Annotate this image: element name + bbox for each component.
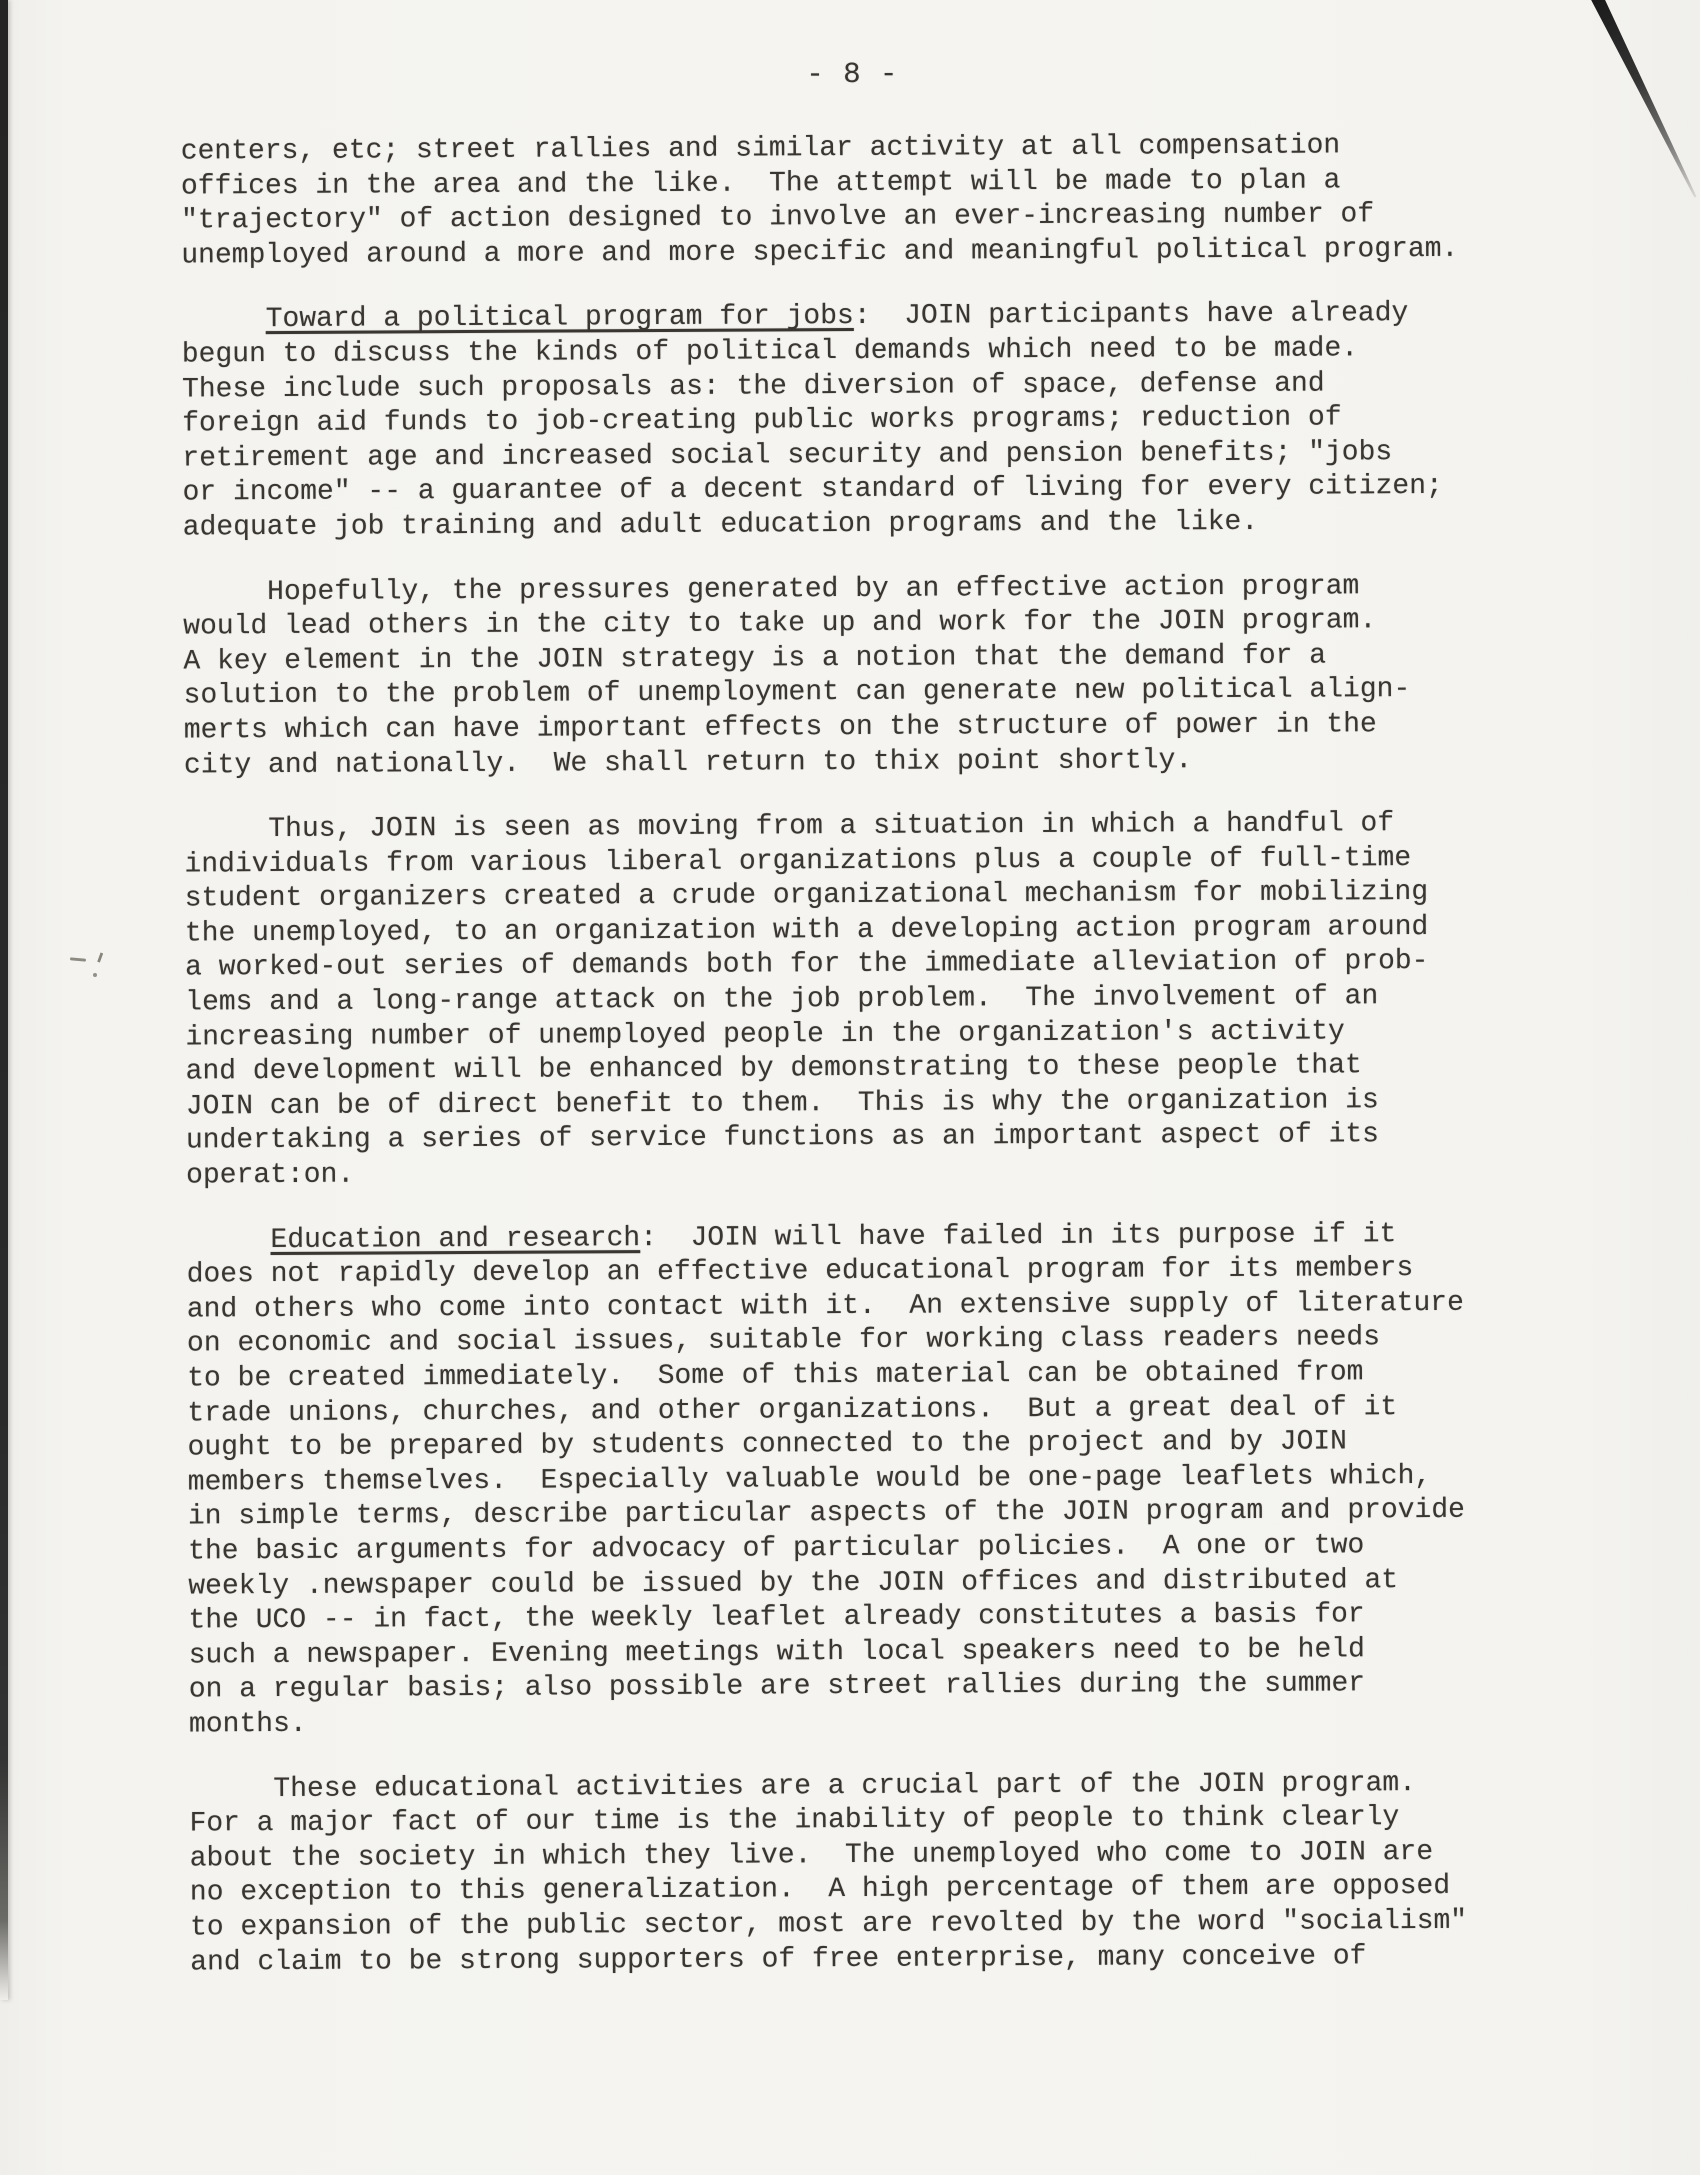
corner-streak-artifact	[1577, 0, 1700, 204]
hopefully-paragraph	[183, 569, 1584, 784]
paragraph-first-line	[182, 297, 1582, 339]
paragraph-text: These educational activities are a crucial part of the JOIN program. For a major fact of our time is the inability of people to think clearly about the society in which they live. The unemployed who come to JOIN are no exception to this generalization. A high percentage of them are opposed to expansion of the public sector, most are revolted by the word "socialism" and claim to be strong supporters of free enterprise, many conceive of	[189, 1767, 1468, 1978]
pencil-mark	[89, 949, 104, 963]
section-heading-education-research: Education and research	[270, 1222, 641, 1256]
education-research-paragraph	[186, 1217, 1589, 1743]
scan-edge-artifact	[0, 0, 8, 2000]
continuation-paragraph	[181, 128, 1582, 274]
pencil-mark	[70, 957, 86, 961]
pencil-mark	[93, 973, 97, 977]
paragraph-text: Thus, JOIN is seen as moving from a situation in which a handful of individuals from various liberal organizations plus a couple of full-time student organizers created a crude organizational mechanism for mobilizing the unemployed, to an organization with a developing action program around a worked-out series of demands both for the immediate alleviation of prob- lems and a long-range attack on the job problem. The involvement of an increasing number of unemployed people in the organization's activity and development will be enhanced by demonstrating to these people that JOIN can be of direct benefit to them. This is why the organization is undertaking a series of service functions as an important aspect of its operat:on.	[184, 808, 1429, 1192]
section-heading-political-program: Toward a political program for jobs	[265, 301, 854, 336]
paragraph-indent	[182, 304, 266, 335]
paragraph-text: centers, etc; street rallies and similar activity at all compensation offices in the area and the like. The attempt will be made to plan a "trajectory" of action designed to involve an ever-increasing number of unemployed around a more and more specific and meaningful political program.	[180, 130, 1459, 272]
document-body	[181, 128, 1591, 2010]
page-number: - 8 -	[806, 57, 899, 92]
paragraph-text: does not rapidly develop an effective educational program for its members and others who come into contact with it. An extensive supply of literature on economic and social issues, suitable for working class readers needs to be created immediately. Some of this material can be obtained from trade unions, churches, and other organizations. But a great deal of it ought to be prepared by students connected to the project and by JOIN members themselves. Especially valuable would be one-page leaflets which, in simple terms, describe particular aspects of the JOIN program and provide the basic arguments for advocacy of particular policies. A one or two weekly .newspaper could be issued by the JOIN offices and distributed at the UCO -- in fact, the weekly leaflet already constitutes a basis for such a newspaper. Evening meetings with local speakers need to be held on a regular basis; also possible are street rallies during the summer months.	[186, 1253, 1466, 1741]
heading-continuation-text: : JOIN participants have already	[853, 298, 1409, 333]
educational-activities-paragraph	[189, 1766, 1590, 1981]
heading-continuation-text: : JOIN will have failed in its purpose if it	[640, 1218, 1397, 1254]
paragraph-indent	[186, 1225, 270, 1256]
political-program-paragraph	[182, 297, 1583, 546]
thus-join-paragraph	[184, 806, 1586, 1194]
paragraph-text: begun to discuss the kinds of political demands which need to be made. These include such proposals as: the diversion of space, defense and foreign aid funds to job-creating public works programs; reduction of retirement age and increased social security and pension benefits; "jobs or income" -- a guarantee of a decent standard of living for every citizen; adequate job training and adult education programs and the like.	[181, 333, 1443, 544]
paragraph-text: Hopefully, the pressures generated by an effective action program would lead others in the city to take up and work for the JOIN program. A key element in the JOIN strategy is a notion that the demand for a solution to the problem of unemployment can generate new political align- merts which can have important effects on the structure of power in the city and nationally. We shall return to thix point shortly.	[183, 570, 1411, 781]
